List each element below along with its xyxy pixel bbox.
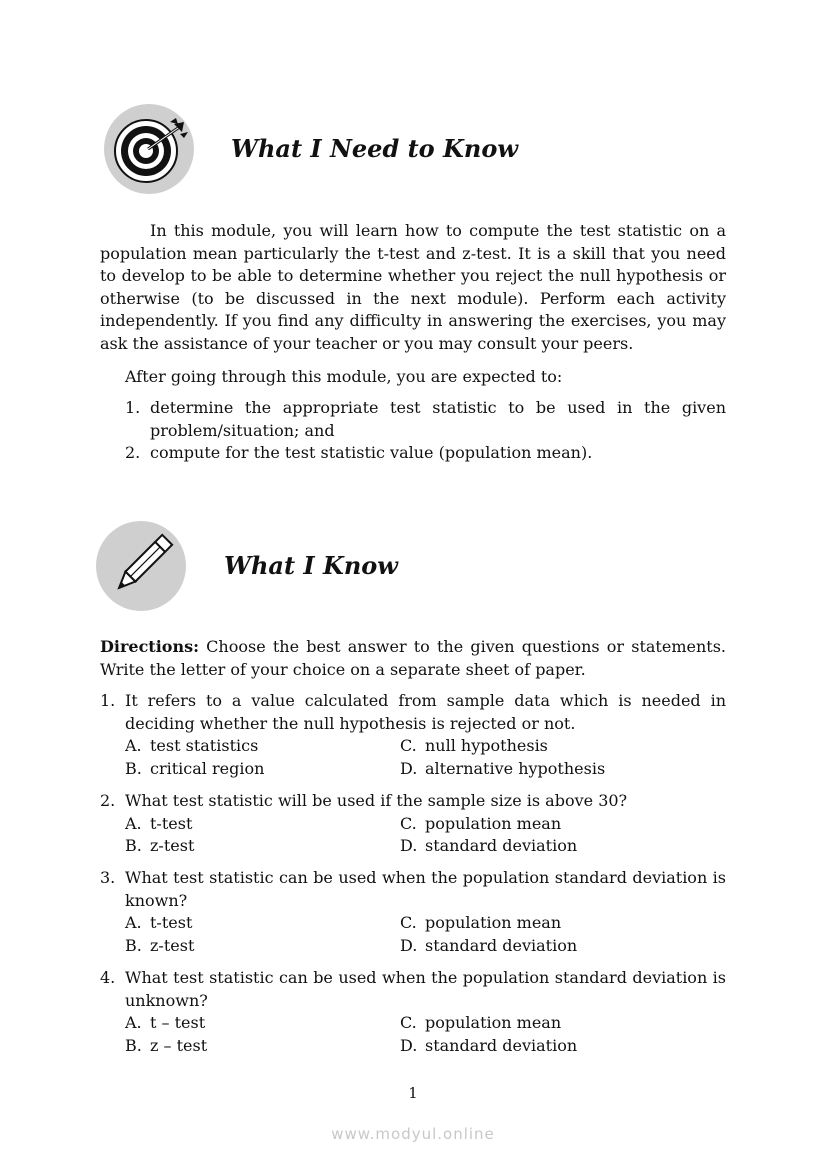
option-c: C. population mean	[400, 913, 562, 932]
question-item: 2. What test statistic will be used if the sample size is above 30? A. t-test C. population mean B. z-test D. standard deviation	[100, 790, 726, 858]
option-c: C. null hypothesis	[400, 736, 548, 755]
directions-text: Choose the best answer to the given questions or statements. Write the letter of your choice on a separate sheet of paper.	[100, 637, 726, 679]
list-item: 1. determine the appropriate test statistic to be used in the given problem/situation; and	[125, 398, 726, 440]
section-title-what-i-know: What I Know	[224, 551, 398, 580]
directions-label: Directions:	[100, 637, 199, 656]
target-icon	[104, 104, 194, 194]
question-item: 4. What test statistic can be used when the population standard deviation is unknown? A. t – test C. population mean B. z – test D. standard deviation	[100, 967, 726, 1057]
option-b: B. critical region	[125, 758, 265, 778]
expected-lead: After going through this module, you are expected to:	[125, 367, 563, 386]
option-a: A. t-test	[125, 913, 193, 932]
page-number: 1	[408, 1084, 418, 1102]
option-d: D. alternative hypothesis	[400, 758, 606, 778]
watermark: www.modyul.online	[331, 1125, 495, 1143]
option-a: A. t – test	[125, 1013, 206, 1032]
option-a: A. t-test	[125, 813, 193, 833]
list-item: 2. compute for the test statistic value (population mean).	[125, 443, 593, 462]
option-a: A. test statistics	[125, 736, 259, 755]
question-item: 1. It refers to a value calculated from sample data which is needed in deciding whether the null hypothesis is rejected or not. A. test statistics C. null hypothesis B. critical region D. alternative hypothesis	[100, 690, 726, 780]
question-item: 3. What test statistic can be used when the population standard deviation is known? A. t-test C. population mean B. z-test D. standard deviation	[100, 867, 726, 957]
pencil-icon	[96, 521, 186, 611]
option-c: C. population mean	[400, 813, 562, 833]
intro-paragraph: In this module, you will learn how to compute the test statistic on a population mean particularly the t-test and z-test. It is a skill that you need to develop to be able to determine whether you reject the null hypothesis or otherwise (to be discussed in the next module). Perform each activity independently. If you find any difficulty in answering the exercises, you may ask the assistance of your teacher or you may consult your peers.	[100, 221, 726, 353]
directions-paragraph	[100, 636, 726, 681]
option-d: D. standard deviation	[400, 836, 578, 855]
option-b: B. z – test	[125, 1035, 208, 1055]
option-c: C. population mean	[400, 1013, 562, 1032]
section-title-need-to-know: What I Need to Know	[231, 134, 519, 163]
option-d: D. standard deviation	[400, 935, 578, 955]
option-b: B. z-test	[125, 836, 195, 855]
objectives-list	[125, 397, 726, 465]
option-d: D. standard deviation	[400, 1035, 578, 1055]
option-b: B. z-test	[125, 935, 195, 955]
